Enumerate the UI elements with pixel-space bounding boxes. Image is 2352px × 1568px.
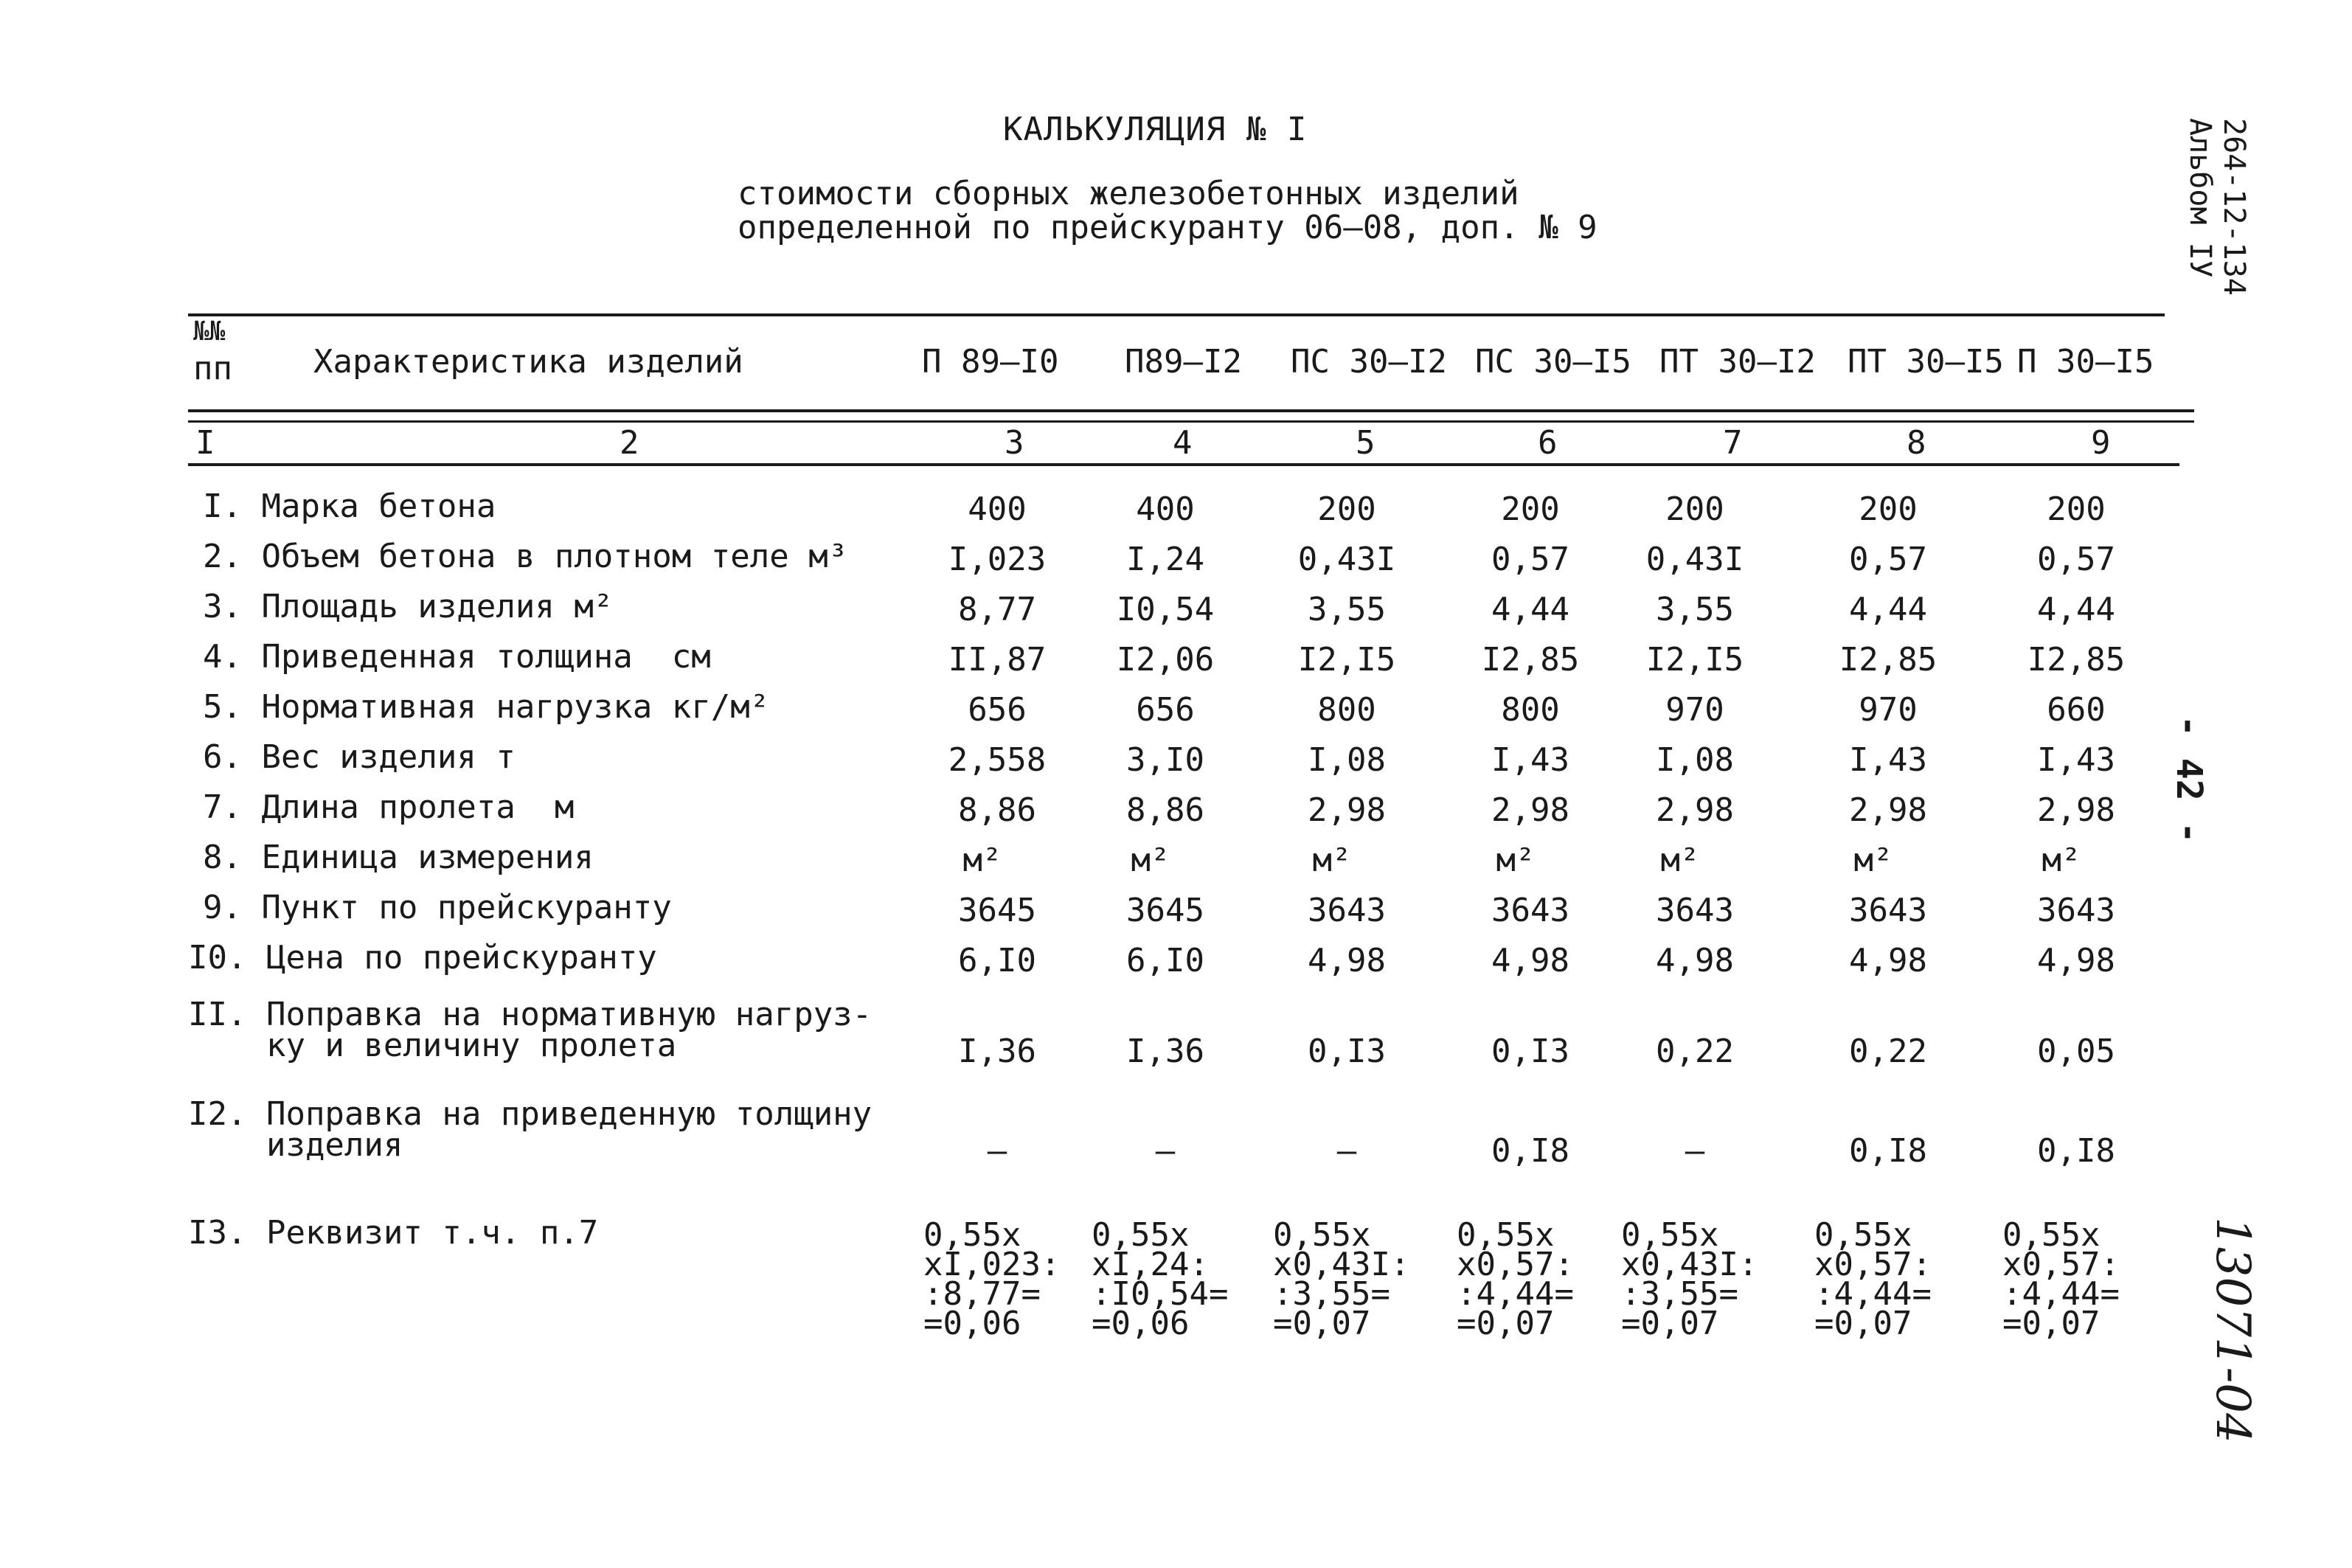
row-label-9: 9. Пункт по прейскуранту [203, 889, 672, 926]
row-label-5: 5. Нормативная нагрузка кг/м² [203, 688, 770, 726]
row-label-2: 2. Объем бетона в плотном теле м³ [203, 538, 848, 575]
table-cell: I2,I5 [1645, 641, 1744, 679]
header-num-line-1: №№ [193, 316, 226, 347]
row-label-7: 7. Длина пролета м [203, 788, 575, 826]
table-cell: 0,57 [2037, 541, 2115, 578]
col-number-1: I [195, 424, 215, 462]
table-cell: 2,98 [1308, 791, 1386, 829]
table-cell: I2,I5 [1297, 641, 1396, 679]
header-product-7: П 30–I5 [2017, 343, 2154, 381]
handwritten-stamp: 13071-04 [2205, 1217, 2260, 1443]
table-cell: 4,98 [1308, 942, 1386, 979]
row-label-4: 4. Приведенная толщина см [203, 638, 711, 676]
col-number-8: 8 [1907, 424, 1926, 462]
table-cell: 0,05 [2037, 1033, 2115, 1070]
table-cell: 0,55x xI,24: :I0,54= =0,06 [1092, 1216, 1229, 1342]
table-cell: I,36 [958, 1033, 1036, 1070]
header-product-1: П 89–I0 [922, 343, 1059, 381]
header-product-3: ПС 30–I2 [1291, 343, 1447, 381]
header-product-2: П89–I2 [1125, 343, 1242, 381]
table-cell: 6,I0 [958, 942, 1036, 979]
document-subtitle [738, 177, 1598, 245]
table-cell: 656 [1136, 691, 1195, 729]
row-label-11-line-2: ку и величину пролета [188, 1027, 677, 1064]
table-cell: I2,85 [1481, 641, 1580, 679]
table-cell: I2,85 [1839, 641, 1938, 679]
table-cell: 200 [2047, 490, 2106, 528]
row-label-12 [188, 1095, 873, 1164]
table-cell: – [1336, 1132, 1357, 1170]
table-cell: – [987, 1132, 1007, 1170]
table-cell: 4,98 [1656, 942, 1734, 979]
table-cell: 4,44 [2037, 591, 2115, 628]
row-label-11-line-1: II. Поправка на нормативную нагруз- [188, 996, 873, 1033]
table-cell: 200 [1665, 490, 1724, 528]
row-label-6: 6. Вес изделия т [203, 738, 516, 776]
table-cell: 200 [1501, 490, 1560, 528]
table-cell: 0,57 [1491, 541, 1569, 578]
table-cell: 3,I0 [1126, 741, 1204, 779]
col-number-6: 6 [1538, 424, 1558, 462]
table-cell: I,24 [1126, 541, 1204, 578]
table-colnum-top-rule [188, 420, 2194, 423]
row-label-3: 3. Площадь изделия м² [203, 588, 614, 625]
table-cell: 400 [1136, 490, 1195, 528]
header-num [193, 313, 232, 387]
table-cell: 4,44 [1849, 591, 1927, 628]
table-colnum-bottom-rule [188, 463, 2179, 466]
table-cell: 0,I8 [2037, 1132, 2115, 1170]
table-cell: 3643 [1849, 892, 1927, 929]
header-num-line-2: пп [193, 350, 232, 387]
table-cell: 800 [1501, 691, 1560, 729]
subtitle-line-1: стоимости сборных железобетонных изделий [738, 175, 1519, 212]
table-cell: 0,57 [1849, 541, 1927, 578]
header-characteristic: Характеристика изделий [313, 343, 743, 381]
table-cell: 800 [1317, 691, 1376, 729]
table-cell: 3,55 [1308, 591, 1386, 628]
table-cell: 8,77 [958, 591, 1036, 628]
table-cell: 4,44 [1491, 591, 1569, 628]
table-cell: 200 [1317, 490, 1376, 528]
col-number-9: 9 [2091, 424, 2111, 462]
table-cell: 0,I8 [1849, 1132, 1927, 1170]
table-cell: 656 [968, 691, 1027, 729]
table-cell: 8,86 [958, 791, 1036, 829]
row-label-8: 8. Единица измерения [203, 839, 594, 876]
table-cell: 2,98 [1491, 791, 1569, 829]
table-top-rule [188, 313, 2165, 316]
table-cell: I2,06 [1116, 641, 1215, 679]
table-cell: 4,98 [1491, 942, 1569, 979]
table-cell: 0,I8 [1491, 1132, 1569, 1170]
table-cell: м² [2041, 842, 2081, 879]
table-cell: м² [1312, 842, 1352, 879]
row-label-10: I0. Цена по прейскуранту [188, 939, 657, 976]
table-cell: I,08 [1308, 741, 1386, 779]
table-cell: 400 [968, 490, 1027, 528]
table-cell: 8,86 [1126, 791, 1204, 829]
table-cell: I,023 [948, 541, 1047, 578]
table-cell: 0,55x x0,43I: :3,55= =0,07 [1273, 1216, 1410, 1342]
table-cell: II,87 [948, 641, 1047, 679]
table-cell: 4,98 [1849, 942, 1927, 979]
table-cell: 0,43I [1297, 541, 1396, 578]
table-cell: 660 [2047, 691, 2106, 729]
album-code-line-1: 264-12-134 [2217, 118, 2251, 296]
table-cell: – [1155, 1132, 1176, 1170]
table-header-rule [188, 409, 2194, 412]
row-label-1: I. Марка бетона [203, 488, 496, 525]
table-cell: 0,55x x0,57: :4,44= =0,07 [1814, 1216, 1932, 1342]
table-cell: 6,I0 [1126, 942, 1204, 979]
table-cell: м² [1131, 842, 1170, 879]
table-cell: I,36 [1126, 1033, 1204, 1070]
table-cell: I,43 [2037, 741, 2115, 779]
table-cell: 0,55x x0,57: :4,44= =0,07 [2002, 1216, 2120, 1342]
table-cell: 970 [1665, 691, 1724, 729]
table-cell: 2,98 [2037, 791, 2115, 829]
table-cell: 200 [1859, 490, 1918, 528]
table-cell: 3643 [1656, 892, 1734, 929]
col-number-7: 7 [1723, 424, 1743, 462]
col-number-5: 5 [1356, 424, 1376, 462]
album-code [2183, 118, 2251, 296]
table-cell: 3643 [1491, 892, 1569, 929]
table-cell: 0,I3 [1491, 1033, 1569, 1070]
table-cell: 2,98 [1656, 791, 1734, 829]
row-label-11 [188, 996, 873, 1064]
document-title: КАЛЬКУЛЯЦИЯ № I [1003, 111, 1308, 148]
table-cell: 3645 [1126, 892, 1204, 929]
album-code-line-2: Альбом IУ [2183, 118, 2217, 278]
table-cell: м² [1660, 842, 1700, 879]
header-product-5: ПТ 30–I2 [1659, 343, 1816, 381]
page-number: - 42 - [2168, 715, 2210, 844]
table-cell: м² [1496, 842, 1536, 879]
table-cell: 0,55x xI,023: :8,77= =0,06 [923, 1216, 1061, 1342]
subtitle-line-2: определенной по прейскуранту 06–08, доп. № 9 [738, 209, 1598, 246]
header-product-6: ПТ 30–I5 [1848, 343, 2004, 381]
table-cell: I2,85 [2027, 641, 2126, 679]
col-number-2: 2 [620, 424, 639, 462]
row-label-12-line-2: изделия [188, 1126, 403, 1164]
table-cell: I,43 [1849, 741, 1927, 779]
table-cell: 0,55x x0,43I: :3,55= =0,07 [1621, 1216, 1758, 1342]
table-cell: 0,43I [1645, 541, 1744, 578]
row-label-12-line-1: I2. Поправка на приведенную толщину [188, 1095, 873, 1133]
table-cell: I0,54 [1116, 591, 1215, 628]
header-product-4: ПС 30–I5 [1475, 343, 1631, 381]
table-cell: 2,558 [948, 741, 1047, 779]
table-cell: 0,55x x0,57: :4,44= =0,07 [1457, 1216, 1574, 1342]
table-cell: 3645 [958, 892, 1036, 929]
table-cell: м² [962, 842, 1002, 879]
table-cell: I,08 [1656, 741, 1734, 779]
table-cell: – [1685, 1132, 1705, 1170]
table-cell: 0,22 [1849, 1033, 1927, 1070]
table-cell: 0,22 [1656, 1033, 1734, 1070]
table-cell: 970 [1859, 691, 1918, 729]
table-cell: 3643 [2037, 892, 2115, 929]
table-cell: м² [1853, 842, 1893, 879]
table-cell: 0,I3 [1308, 1033, 1386, 1070]
table-cell: 2,98 [1849, 791, 1927, 829]
col-number-3: 3 [1005, 424, 1024, 462]
col-number-4: 4 [1173, 424, 1193, 462]
row-label-13: I3. Реквизит т.ч. п.7 [188, 1214, 599, 1252]
table-cell: I,43 [1491, 741, 1569, 779]
table-cell: 3,55 [1656, 591, 1734, 628]
table-cell: 4,98 [2037, 942, 2115, 979]
table-cell: 3643 [1308, 892, 1386, 929]
